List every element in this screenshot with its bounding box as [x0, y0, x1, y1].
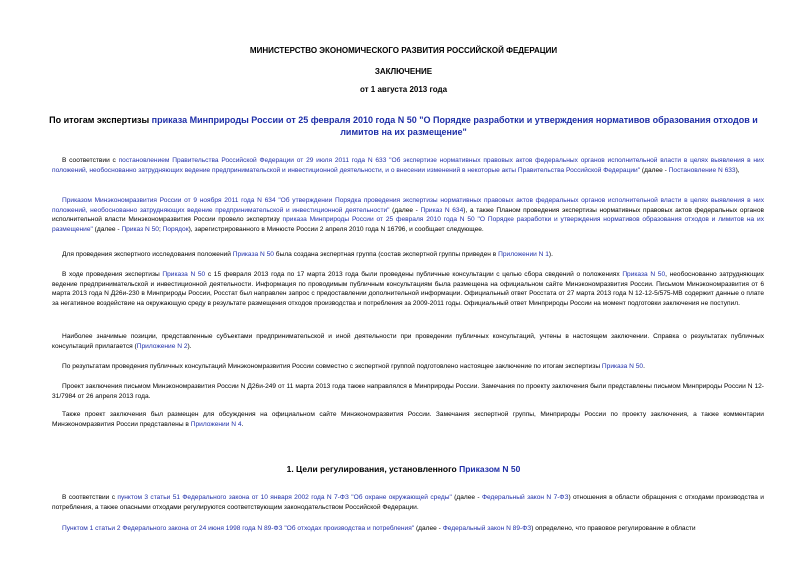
paragraph-10 [52, 524, 764, 534]
document-type: ЗАКЛЮЧЕНИЕ [374, 67, 433, 76]
p10-link-law-89fz[interactable]: Федеральный закон N 89-ФЗ [442, 525, 532, 532]
document-date: от 1 августа 2013 года [359, 85, 448, 94]
p2-text-9: ), зарегистрированного в Минюсте России 2 апреля 2010 года N 16796, и сообщает следующее. [188, 225, 484, 233]
p6-link-order-50[interactable]: Приказа N 50 [601, 363, 644, 370]
p8-link-appendix-4[interactable]: Приложении N 4 [190, 420, 242, 428]
p5-text-2: ). [187, 342, 192, 350]
section-1-text: 1. Цели регулирования, установленного [286, 464, 460, 474]
p1-text-2: (далее - [640, 166, 669, 174]
p5-link-appendix-2[interactable]: Приложение N 2 [136, 342, 188, 350]
section-1-heading [0, 464, 807, 474]
p5-text-0: Наиболее значимые позиции, представленные субъектами предпринимательской и иной деятельности при проведении публичных консультаций, учтены в настоящем заключении. Справка о результатах публичных консультаций прилагается ( [52, 333, 764, 350]
p3-link-appendix-1[interactable]: Приложении N 1 [498, 251, 549, 258]
ministry-heading: МИНИСТЕРСТВО ЭКОНОМИЧЕСКОГО РАЗВИТИЯ РОССИЙСКОЙ ФЕДЕРАЦИИ [249, 46, 558, 55]
p2-link-procedure[interactable]: Порядок [162, 225, 189, 233]
p1-link-resolution-633[interactable]: постановлением Правительства Российской Федерации от 29 июля 2011 года N 633 "Об экспертизе нормативных правовых актов федеральных органов исполнительной власти в целях выявления в них положений, необоснованно затрудняющих ведение предпринимательской и инвестиционной деятельности, и о внесении изменений в некоторые акты Правительства Российской Федерации" [52, 157, 765, 174]
p1-text-4: ), [735, 166, 740, 174]
title-prefix: По итогам экспертизы [49, 115, 152, 125]
p2-link-order-50-short[interactable]: Приказ N 50 [121, 225, 159, 233]
p4-text-4: , необоснованно затрудняющих ведение предпринимательской и инвестиционной деятельности. Информация по проводимым публичным консультациям была размещена на официальном сайте Минэкономразвития России. Письмом Минэкономразвития от 6 марта 2013 года N Д26и-230 в Минприроды России, Росстат был направлен запрос с предоставлении дополнительной информации. Официальный ответ Росстата от 27 марта 2013 года N 12-12-5/575-МВ содержит данные о плате за негативное воздействие на окружающую среду в результате размещения отходов производства и потребления за 2009-2011 годы. Официальный ответ Минприроды России на момент подготовки заключения не поступил. [52, 271, 764, 307]
p2-link-order-634[interactable]: Приказом Минэкономразвития России от 9 ноября 2011 года N 634 "Об утверждении Порядка проведения экспертизы нормативных правовых актов федеральных органов исполнительной власти в целях выявления в них положений, необоснованно затрудняющих ведение предпринимательской и инвестиционной деятельности" [52, 197, 764, 214]
p3-link-order-50[interactable]: Приказа N 50 [232, 251, 274, 258]
p1-link-resolution-633-short[interactable]: Постановление N 633 [668, 166, 736, 174]
p6-text-2: . [643, 363, 645, 370]
paragraph-5 [52, 332, 764, 351]
p9-link-law-7fz[interactable]: Федеральный закон N 7-ФЗ [482, 494, 569, 501]
p2-text-3: ), а также Планом проведения экспертизы нормативных правовых актов федеральных органов исполнительной власти Минэкономразвития России провело экспертизу [52, 206, 764, 223]
paragraph-8 [52, 410, 764, 429]
p6-text-0: По результатам проведения публичных консультаций Минэкономразвития России совместно с экспертной группой подготовлено настоящее заключение по итогам экспертизы [62, 363, 602, 370]
p4-link-order-50[interactable]: Приказа N 50 [162, 271, 206, 278]
p2-text-5: (далее - [92, 225, 122, 233]
paragraph-9 [52, 493, 764, 512]
p4-text-0: В ходе проведения экспертизы [62, 271, 163, 278]
paragraph-2 [52, 196, 764, 234]
p3-text-4: ). [548, 251, 553, 258]
p9-link-law-7fz-article[interactable]: пунктом 3 статьи 51 Федерального закона от 10 января 2002 года N 7-ФЗ "Об охране окружающей среды" [117, 494, 452, 501]
p9-text-0: В соответствии с [62, 494, 118, 501]
p2-text-1: (далее - [389, 206, 421, 214]
p10-link-law-89fz-article[interactable]: Пунктом 1 статьи 2 Федерального закона от 24 июня 1998 года N 89-ФЗ "Об отходах производства и потребления" [62, 525, 415, 532]
p1-text-0: В соответствии с [62, 157, 119, 164]
p2-link-order-50[interactable]: приказа Минприроды России от 25 февраля 2010 года N 50 "О Порядке разработки и утверждения нормативов образования отходов и лимитов на их размещение" [52, 216, 764, 233]
paragraph-3 [52, 250, 764, 260]
p2-link-order-634-short[interactable]: Приказ N 634 [420, 206, 464, 214]
paragraph-6 [52, 362, 764, 372]
section-1-link-order-50[interactable]: Приказом N 50 [459, 464, 521, 474]
p4-link-order-50-b[interactable]: Приказа N 50 [622, 271, 666, 278]
p10-text-3: ) определено, что правовое регулирование в области [531, 525, 696, 532]
paragraph-1 [52, 156, 764, 175]
paragraph-7: Проект заключения письмом Минэкономразвития России N Д26и-249 от 11 марта 2013 года также направлялся в Минприроды России. Замечания по проекту заключения были представлены письмом Минприроды России N 12-31/7984 от 26 апреля 2013 года. [52, 383, 764, 400]
p8-text-2: . [241, 420, 244, 428]
p8-text-0: Также проект заключения был размещен для обсуждения на официальном сайте Минэкономразвития России. Замечания экспертной группы, Минприроды России по проекту заключения, а также комментарии Минэкономразвития России представлены в [52, 411, 764, 428]
p3-text-0: Для проведения экспертного исследования положений [62, 251, 233, 258]
p3-text-2: была создана экспертная группа (состав экспертной группы приведен в [273, 251, 499, 258]
p2-text-7: ; [158, 225, 163, 233]
title-link[interactable]: приказа Минприроды России от 25 февраля 2010 года N 50 "О Порядке разработки и утверждения нормативов образования отходов и лимитов на их размещение" [151, 115, 758, 137]
p9-text-4: ) отношения в области обращения с отходами производства и потребления, а также опасными отходами регулируются соответствующим законодательством Российской Федерации. [52, 494, 764, 511]
p9-text-2: (далее - [451, 494, 482, 501]
document-title [40, 114, 767, 138]
p10-text-1: (далее - [414, 525, 443, 532]
p4-text-2: с 15 февраля 2013 года по 17 марта 2013 года были проведены публичные консультации с целью сбора сведений о положениях [205, 271, 623, 278]
paragraph-4 [52, 270, 764, 308]
